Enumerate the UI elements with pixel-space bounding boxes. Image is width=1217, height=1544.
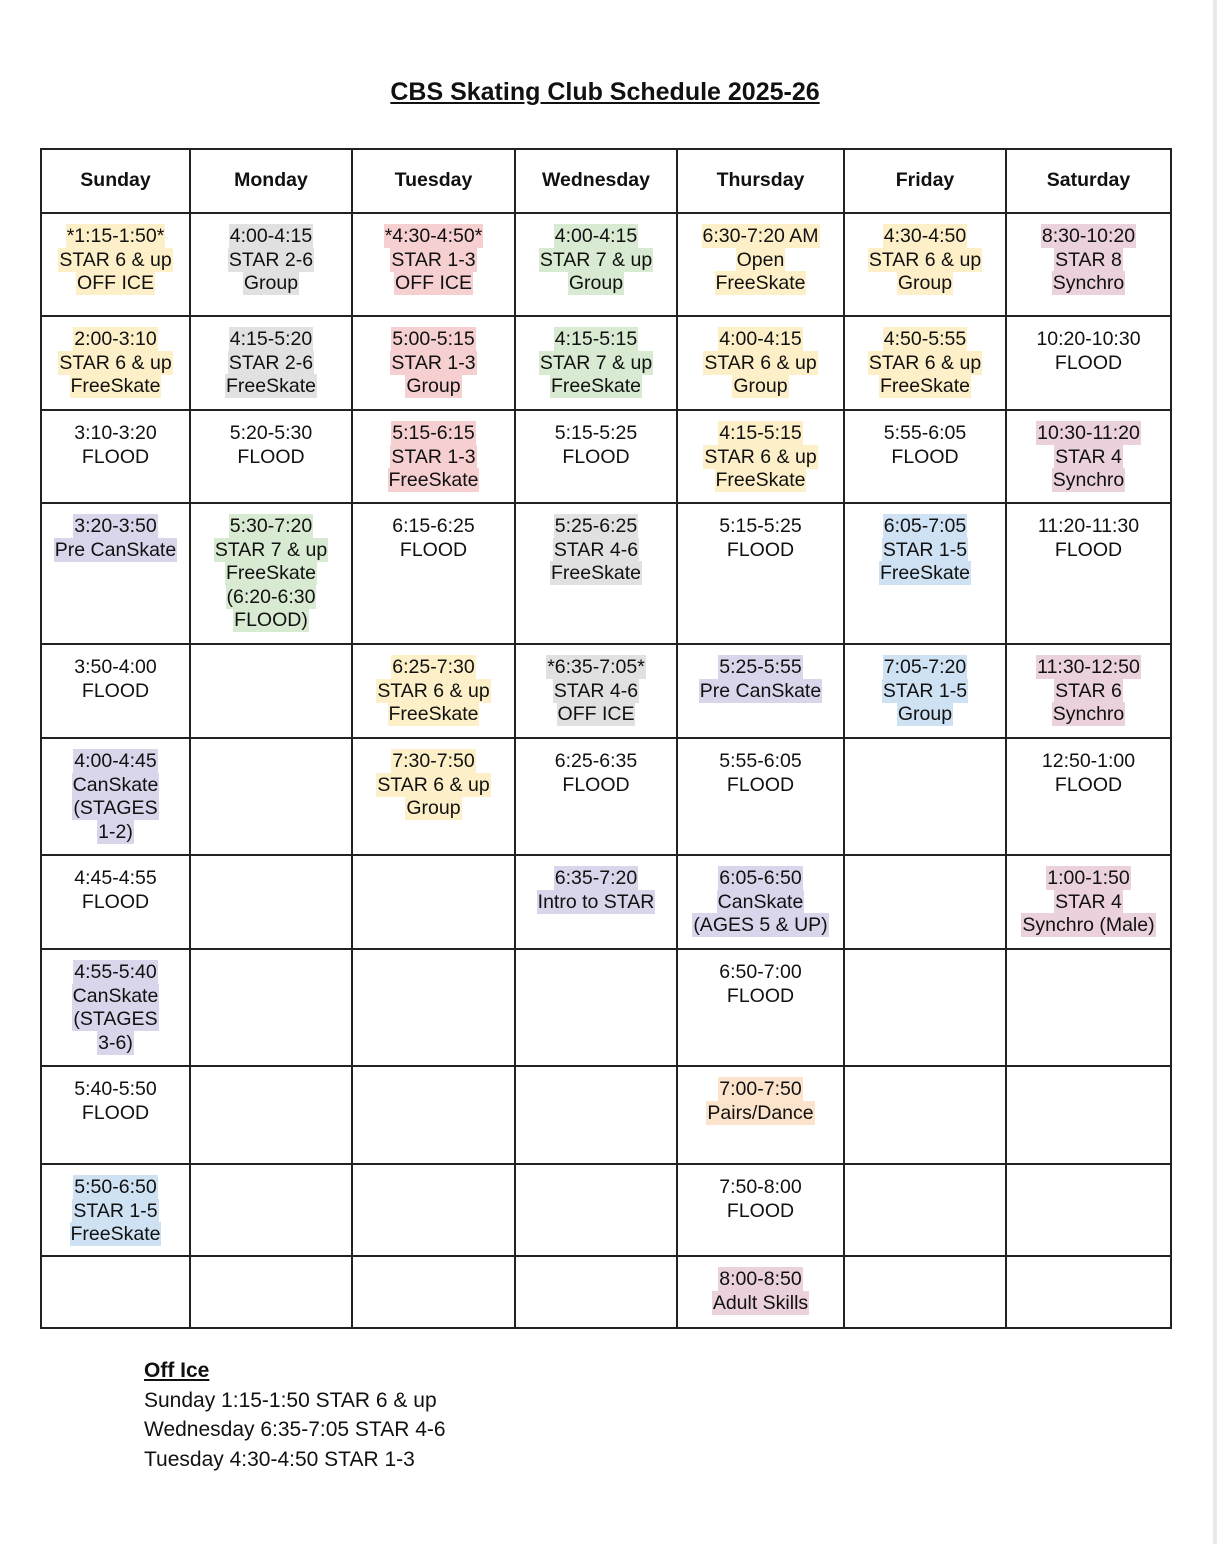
schedule-cell xyxy=(844,1164,1006,1256)
session-line: *6:35-7:05* xyxy=(547,656,645,678)
session-line: (STAGES xyxy=(73,797,158,819)
schedule-row xyxy=(41,316,1171,410)
session-line: 4:00-4:15 xyxy=(229,225,313,247)
session-line: FLOOD xyxy=(1054,538,1123,561)
session-line: CanSkate xyxy=(717,890,804,913)
session-line: FLOOD xyxy=(726,984,795,1007)
session-line: CanSkate xyxy=(72,773,159,796)
session-line: 10:30-11:20 xyxy=(1037,422,1140,444)
off-ice-notes xyxy=(144,1356,446,1474)
session-line: 4:00-4:15 xyxy=(719,328,802,350)
schedule-cell xyxy=(677,738,844,855)
schedule-cell xyxy=(41,503,190,644)
schedule-cell xyxy=(41,644,190,738)
session-line: FLOOD xyxy=(562,773,630,796)
schedule-cell xyxy=(190,410,352,503)
session-line: 5:00-5:15 xyxy=(392,328,475,350)
session-line: FLOOD xyxy=(726,538,795,561)
schedule-cell xyxy=(352,410,515,503)
session-line: STAR 6 & up xyxy=(59,351,172,374)
schedule-cell xyxy=(352,1164,515,1256)
session-line: 6:05-6:50 xyxy=(719,867,802,889)
schedule-cell xyxy=(190,1066,352,1164)
off-ice-line: Sunday 1:15-1:50 STAR 6 & up xyxy=(144,1388,437,1412)
day-header: Thursday xyxy=(677,149,844,213)
session-line: STAR 7 & up xyxy=(539,351,653,374)
session-line: FLOOD xyxy=(81,1101,150,1124)
session-line: FreeSkate xyxy=(715,469,806,491)
schedule-cell xyxy=(190,855,352,949)
schedule-cell xyxy=(352,316,515,410)
session-line: (STAGES xyxy=(73,1008,158,1030)
session-line: 3:20-3:50 xyxy=(74,515,157,537)
schedule-cell xyxy=(352,738,515,855)
schedule-cell xyxy=(515,644,677,738)
session-line: 4:50-5:55 xyxy=(883,328,967,350)
schedule-cell xyxy=(844,213,1006,316)
schedule-cell xyxy=(190,738,352,855)
session-line: 12:50-1:00 xyxy=(1041,750,1136,772)
session-line: 7:05-7:20 xyxy=(883,656,967,678)
session-line: Intro to STAR xyxy=(537,890,655,913)
session-line: FLOOD xyxy=(399,538,468,561)
schedule-cell xyxy=(1006,410,1171,503)
session-line: 3-6) xyxy=(98,1031,133,1054)
schedule-cell xyxy=(844,503,1006,644)
session-line: Group xyxy=(733,375,788,397)
session-line: OFF ICE xyxy=(395,272,472,294)
schedule-cell xyxy=(1006,503,1171,644)
session-line: *4:30-4:50* xyxy=(384,225,483,247)
schedule-row xyxy=(41,738,1171,855)
session-line: STAR 4 xyxy=(1055,445,1122,468)
schedule-cell xyxy=(1006,1066,1171,1164)
off-ice-title: Off Ice xyxy=(144,1359,210,1382)
session-line: 5:30-7:20 xyxy=(229,515,313,537)
schedule-cell xyxy=(844,410,1006,503)
session-line: 6:15-6:25 xyxy=(392,515,475,537)
schedule-body xyxy=(41,213,1171,1328)
session-line: STAR 6 & up xyxy=(704,351,817,374)
session-line: Pre CanSkate xyxy=(699,679,822,702)
schedule-cell xyxy=(844,855,1006,949)
session-line: Open xyxy=(736,248,785,271)
session-line: Group xyxy=(568,272,624,294)
session-line: Synchro xyxy=(1052,272,1125,294)
session-line: FLOOD xyxy=(237,445,305,468)
session-line: 3:50-4:00 xyxy=(74,656,157,678)
session-line: FLOOD xyxy=(1054,351,1123,374)
session-line: FreeSkate xyxy=(70,375,161,397)
session-line: OFF ICE xyxy=(77,272,154,294)
session-line: FreeSkate xyxy=(551,375,641,397)
session-line: Adult Skills xyxy=(712,1291,809,1314)
schedule-cell xyxy=(352,213,515,316)
session-line: 8:00-8:50 xyxy=(719,1268,802,1290)
page-edge xyxy=(1213,0,1217,1544)
schedule-row xyxy=(41,855,1171,949)
schedule-cell xyxy=(190,1256,352,1328)
session-line: FreeSkate xyxy=(880,562,970,584)
schedule-cell xyxy=(844,949,1006,1066)
session-line: 4:55-5:40 xyxy=(74,961,157,983)
schedule-row xyxy=(41,1066,1171,1164)
session-line: Group xyxy=(406,375,461,397)
schedule-cell xyxy=(677,410,844,503)
schedule-cell xyxy=(1006,855,1171,949)
schedule-cell xyxy=(515,1164,677,1256)
schedule-cell xyxy=(1006,738,1171,855)
schedule-cell xyxy=(41,738,190,855)
schedule-cell xyxy=(352,855,515,949)
schedule-cell xyxy=(1006,1256,1171,1328)
session-line: 1:00-1:50 xyxy=(1047,867,1130,889)
session-line: Pre CanSkate xyxy=(54,538,177,561)
schedule-cell xyxy=(515,855,677,949)
page-title: CBS Skating Club Schedule 2025-26 xyxy=(390,78,820,106)
session-line: 6:30-7:20 AM xyxy=(702,225,819,247)
session-line: 5:55-6:05 xyxy=(883,422,967,444)
schedule-cell xyxy=(844,316,1006,410)
session-line: 6:35-7:20 xyxy=(554,867,638,889)
session-line: Group xyxy=(897,703,953,725)
schedule-cell xyxy=(677,1256,844,1328)
session-line: 4:30-4:50 xyxy=(883,225,967,247)
schedule-cell xyxy=(352,1066,515,1164)
schedule-row xyxy=(41,213,1171,316)
schedule-cell xyxy=(515,1066,677,1164)
session-line: FLOOD xyxy=(726,773,795,796)
day-header: Wednesday xyxy=(515,149,677,213)
off-ice-line: Wednesday 6:35-7:05 STAR 4-6 xyxy=(144,1418,446,1441)
schedule-cell xyxy=(677,855,844,949)
schedule-cell xyxy=(41,1256,190,1328)
schedule-cell xyxy=(1006,316,1171,410)
session-line: STAR 4-6 xyxy=(553,538,639,561)
session-line: STAR 1-3 xyxy=(391,351,476,374)
schedule-cell xyxy=(41,316,190,410)
session-line: FLOOD xyxy=(562,445,630,468)
session-line: FLOOD) xyxy=(234,609,308,631)
session-line: 4:15-5:20 xyxy=(229,328,313,350)
schedule-cell xyxy=(190,949,352,1066)
schedule-row xyxy=(41,949,1171,1066)
session-line: 8:30-10:20 xyxy=(1041,225,1136,247)
session-line: (6:20-6:30 xyxy=(226,585,316,608)
session-line: Group xyxy=(897,272,953,294)
session-line: 11:30-12:50 xyxy=(1037,656,1140,678)
schedule-cell xyxy=(352,644,515,738)
session-line: 5:25-5:55 xyxy=(719,656,802,678)
session-line: STAR 1-3 xyxy=(391,445,476,468)
session-line: *1:15-1:50* xyxy=(66,225,165,247)
session-line: STAR 6 & up xyxy=(704,445,817,468)
session-line: STAR 7 & up xyxy=(214,538,328,561)
session-line: STAR 6 & up xyxy=(868,248,982,271)
schedule-row xyxy=(41,410,1171,503)
schedule-cell xyxy=(515,316,677,410)
session-line: STAR 1-5 xyxy=(882,538,968,561)
day-header: Sunday xyxy=(41,149,190,213)
schedule-cell xyxy=(41,855,190,949)
schedule-table xyxy=(40,148,1172,1329)
session-line: STAR 6 & up xyxy=(377,679,490,702)
session-line: FreeSkate xyxy=(551,562,641,584)
schedule-cell xyxy=(41,1066,190,1164)
session-line: STAR 7 & up xyxy=(539,248,653,271)
session-line: FreeSkate xyxy=(226,562,316,584)
session-line: STAR 6 & up xyxy=(377,773,490,796)
day-header-row xyxy=(41,149,1171,213)
schedule-cell xyxy=(352,949,515,1066)
schedule-cell xyxy=(1006,644,1171,738)
session-line: 5:40-5:50 xyxy=(74,1078,157,1100)
session-line: 6:25-6:35 xyxy=(554,750,638,772)
session-line: FLOOD xyxy=(1054,773,1123,796)
session-line: 3:10-3:20 xyxy=(74,422,157,444)
session-line: FLOOD xyxy=(81,679,150,702)
schedule-cell xyxy=(352,1256,515,1328)
session-line: Synchro xyxy=(1052,703,1125,725)
schedule-cell xyxy=(677,644,844,738)
schedule-cell xyxy=(515,1256,677,1328)
session-line: 2:00-3:10 xyxy=(74,328,157,350)
session-line: FreeSkate xyxy=(715,272,806,294)
session-line: 4:15-5:15 xyxy=(719,422,802,444)
schedule-cell xyxy=(1006,949,1171,1066)
session-line: STAR 1-5 xyxy=(882,679,968,702)
schedule-cell xyxy=(515,738,677,855)
schedule-cell xyxy=(352,503,515,644)
schedule-cell xyxy=(515,213,677,316)
day-header: Monday xyxy=(190,149,352,213)
schedule-cell xyxy=(844,644,1006,738)
session-line: STAR 6 & up xyxy=(868,351,982,374)
session-line: FreeSkate xyxy=(388,703,479,725)
session-line: 5:50-6:50 xyxy=(74,1176,157,1198)
session-line: Group xyxy=(243,272,299,294)
session-line: FLOOD xyxy=(891,445,959,468)
session-line: 1-2) xyxy=(98,820,133,843)
session-line: 5:55-6:05 xyxy=(719,750,802,772)
session-line: STAR 2-6 xyxy=(228,248,314,271)
session-line: 5:15-6:15 xyxy=(392,422,475,444)
day-header: Friday xyxy=(844,149,1006,213)
schedule-cell xyxy=(41,949,190,1066)
session-line: 6:05-7:05 xyxy=(883,515,967,537)
schedule-row xyxy=(41,1256,1171,1328)
session-line: STAR 4-6 xyxy=(553,679,639,702)
schedule-cell xyxy=(41,410,190,503)
schedule-cell xyxy=(844,738,1006,855)
schedule-cell xyxy=(190,316,352,410)
session-line: FLOOD xyxy=(81,445,150,468)
session-line: 11:20-11:30 xyxy=(1037,515,1140,537)
session-line: Synchro (Male) xyxy=(1022,914,1155,936)
session-line: 4:00-4:15 xyxy=(554,225,638,247)
session-line: 5:20-5:30 xyxy=(229,422,313,444)
schedule-cell xyxy=(677,213,844,316)
session-line: Pairs/Dance xyxy=(707,1101,814,1124)
schedule-cell xyxy=(41,213,190,316)
schedule-cell xyxy=(844,1256,1006,1328)
schedule-cell xyxy=(677,949,844,1066)
session-line: Group xyxy=(406,797,461,819)
session-line: 6:25-7:30 xyxy=(392,656,475,678)
schedule-cell xyxy=(1006,213,1171,316)
schedule-cell xyxy=(844,1066,1006,1164)
session-line: 4:15-5:15 xyxy=(554,328,638,350)
session-line: Synchro xyxy=(1052,469,1125,491)
session-line: FreeSkate xyxy=(388,469,479,491)
session-line: 5:15-5:25 xyxy=(719,515,802,537)
session-line: STAR 1-3 xyxy=(391,248,476,271)
session-line: STAR 4 xyxy=(1055,890,1122,913)
schedule-row xyxy=(41,503,1171,644)
session-line: FreeSkate xyxy=(226,375,316,397)
schedule-cell xyxy=(190,1164,352,1256)
schedule-cell xyxy=(677,503,844,644)
schedule-cell xyxy=(677,1066,844,1164)
schedule-cell xyxy=(677,1164,844,1256)
schedule-cell xyxy=(515,410,677,503)
session-line: STAR 1-5 xyxy=(73,1199,158,1222)
session-line: 7:00-7:50 xyxy=(719,1078,802,1100)
session-line: 5:15-5:25 xyxy=(554,422,638,444)
session-line: FLOOD xyxy=(81,890,150,913)
session-line: FreeSkate xyxy=(70,1223,161,1245)
day-header: Saturday xyxy=(1006,149,1171,213)
session-line: OFF ICE xyxy=(557,703,635,725)
schedule-row xyxy=(41,1164,1171,1256)
schedule-cell xyxy=(190,213,352,316)
schedule-cell xyxy=(515,503,677,644)
session-line: 7:30-7:50 xyxy=(392,750,475,772)
schedule-cell xyxy=(1006,1164,1171,1256)
day-header: Tuesday xyxy=(352,149,515,213)
session-line: 4:00-4:45 xyxy=(74,750,157,772)
schedule-cell xyxy=(41,1164,190,1256)
session-line: FreeSkate xyxy=(880,375,970,397)
schedule-cell xyxy=(677,316,844,410)
session-line: FLOOD xyxy=(726,1199,795,1222)
session-line: 10:20-10:30 xyxy=(1036,328,1141,350)
schedule-cell xyxy=(190,644,352,738)
schedule-row xyxy=(41,644,1171,738)
schedule-cell xyxy=(515,949,677,1066)
session-line: 7:50-8:00 xyxy=(719,1176,802,1198)
session-line: STAR 2-6 xyxy=(228,351,314,374)
off-ice-line: Tuesday 4:30-4:50 STAR 1-3 xyxy=(144,1447,415,1471)
session-line: CanSkate xyxy=(72,984,159,1007)
session-line: (AGES 5 & UP) xyxy=(693,914,828,936)
session-line: 6:50-7:00 xyxy=(719,961,802,983)
session-line: 4:45-4:55 xyxy=(74,867,157,889)
session-line: 5:25-6:25 xyxy=(554,515,638,537)
schedule-cell xyxy=(190,503,352,644)
session-line: STAR 8 xyxy=(1055,248,1122,271)
session-line: STAR 6 & up xyxy=(59,248,172,271)
session-line: STAR 6 xyxy=(1055,679,1122,702)
